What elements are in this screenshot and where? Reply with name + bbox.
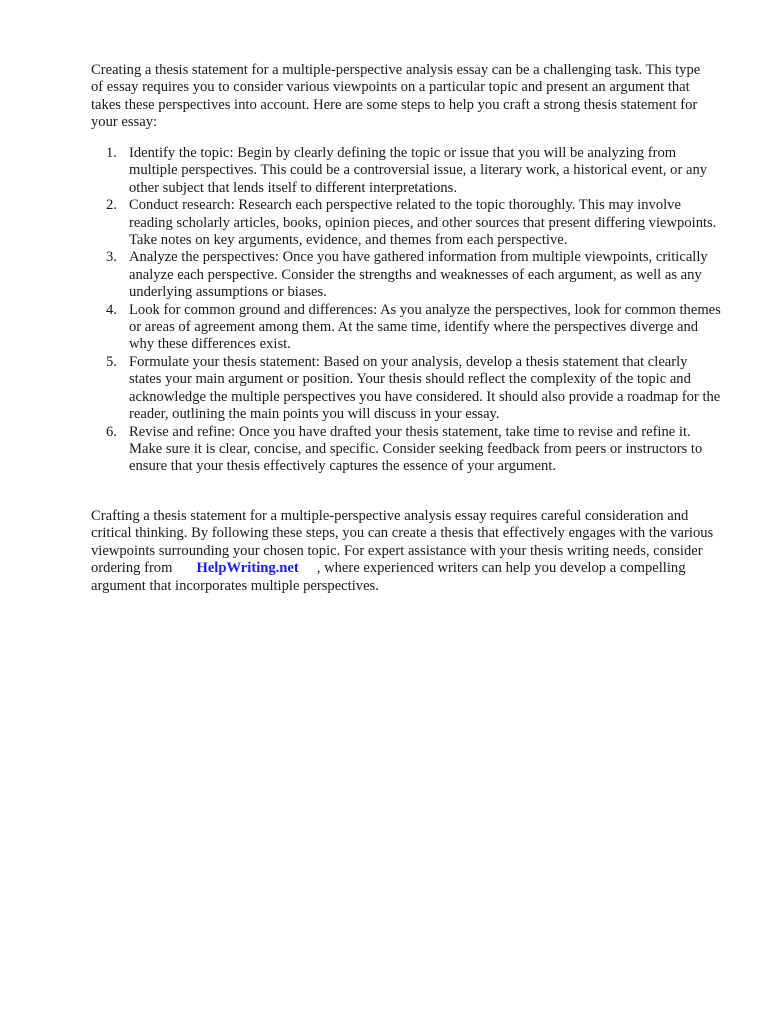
step-number: 5.	[106, 353, 117, 370]
closing-text-after: , where experienced writers can help you develop a compelling argument that incorporates multiple perspectives.	[91, 560, 686, 594]
list-item	[91, 424, 721, 476]
closing-text-before: Crafting a thesis statement for a multiple-perspective analysis essay requires careful consideration and critical thinking. By following these steps, you can create a thesis that effectively engages with the various viewpoints surrounding your chosen topic. For expert assistance with your thesis writing needs, consider ordering from	[91, 508, 714, 577]
step-text: Look for common ground and differences: As you analyze the perspectives, look for common themes or areas of agreement among them. At the same time, identify where the perspectives diverge and why these differences exist.	[129, 301, 721, 353]
list-item	[91, 302, 721, 354]
step-number: 1.	[106, 145, 117, 161]
step-number: 3.	[106, 249, 117, 266]
step-text: Conduct research: Research each perspective related to the topic thoroughly. This may involve reading scholarly articles, books, opinion pieces, and other sources that present differing viewpoints. Take notes on key arguments, evidence, and themes from each perspective.	[129, 197, 717, 249]
intro-paragraph: Creating a thesis statement for a multiple-perspective analysis essay can be a challenging task. This type of essay requires you to consider various viewpoints on a particular topic and present an argument that takes these perspectives into account. Here are some steps to help you craft a strong thesis statement for your essay:	[91, 62, 701, 131]
list-item	[91, 249, 721, 301]
step-number: 2.	[106, 197, 117, 214]
steps-list	[91, 145, 721, 476]
helpwriting-link[interactable]: HelpWriting.net	[196, 560, 299, 577]
step-text: Identify the topic: Begin by clearly defining the topic or issue that you will be analyzing from multiple perspectives. This could be a controversial issue, a literary work, a historical event, or any other subject that lends itself to different interpretations.	[129, 145, 708, 196]
closing-paragraph	[91, 508, 721, 595]
list-item	[91, 354, 721, 424]
list-item	[91, 145, 721, 197]
list-item	[91, 197, 721, 249]
step-number: 4.	[106, 301, 117, 318]
step-text: Revise and refine: Once you have drafted your thesis statement, take time to revise and refine it. Make sure it is clear, concise, and specific. Consider seeking feedback from peers or instructors to ensure that your thesis effectively captures the essence of your argument.	[129, 423, 703, 475]
step-text: Analyze the perspectives: Once you have gathered information from multiple viewpoints, critically analyze each perspective. Consider the strengths and weaknesses of each argument, as well as any underlying assumptions or biases.	[129, 249, 708, 301]
step-text: Formulate your thesis statement: Based on your analysis, develop a thesis statement that clearly states your main argument or position. Your thesis should reflect the complexity of the topic and acknowledge the multiple perspectives you have considered. It should also provide a roadmap for the reader, outlining the main points you will discuss in your essay.	[129, 353, 721, 423]
step-number: 6.	[106, 423, 117, 440]
